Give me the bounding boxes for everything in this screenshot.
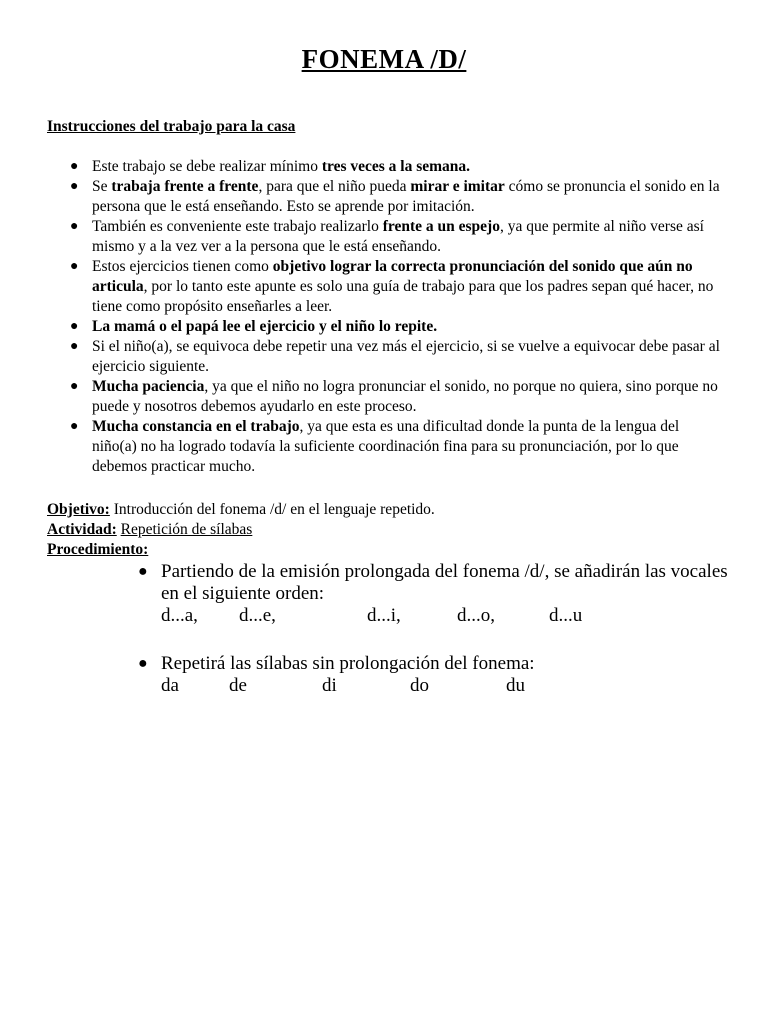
- text-run: Este trabajo se debe realizar mínimo: [92, 158, 322, 175]
- step-text: Repetirá las sílabas sin prolongación del fonema:: [161, 653, 535, 674]
- instruction-item: [70, 417, 720, 477]
- syllable: da: [161, 675, 179, 696]
- instruction-text: [92, 318, 437, 335]
- bold-run: mirar e imitar: [410, 178, 505, 195]
- bullet-icon: ●: [70, 379, 79, 394]
- text-run: , ya que esta es una dificultad donde la punta de la lengua del niño(a) no ha logrado todavía la suficiente coordinación fina para su pronunciación, por lo que debemos practicar mucho.: [92, 418, 680, 475]
- instruction-text: [92, 338, 720, 375]
- actividad-label: Actividad:: [47, 521, 117, 538]
- syllable: d...e,: [239, 605, 276, 626]
- procedure-step: [138, 653, 738, 697]
- instruction-text: [92, 218, 704, 255]
- procedure-step-item: [138, 561, 738, 627]
- procedure-step-item: [138, 653, 738, 697]
- objetivo-label: Objetivo:: [47, 501, 110, 518]
- bold-run: Mucha constancia en el trabajo: [92, 418, 300, 435]
- bullet-icon: ●: [70, 319, 79, 334]
- syllable: d...a,: [161, 605, 198, 626]
- text-run: Estos ejercicios tienen como: [92, 258, 273, 275]
- bullet-icon: ●: [70, 259, 79, 274]
- instruction-item: [70, 257, 720, 317]
- text-run: , por lo tanto este apunte es solo una guía de trabajo para que los padres sepan qué hacer, no tiene como propósito enseñarles a leer.: [92, 278, 714, 315]
- procedimiento-line: [47, 540, 727, 560]
- text-run: cómo se pronuncia el sonido en la persona que le está enseñando. Esto se aprende por imitación.: [92, 178, 720, 215]
- bold-run: frente a un espejo: [382, 218, 500, 235]
- syllable: di: [322, 675, 337, 696]
- instruction-item: [70, 177, 720, 217]
- syllable: d...o,: [457, 605, 495, 626]
- bullet-icon: ●: [70, 419, 79, 434]
- bold-run: La mamá o el papá lee el ejercicio y el niño lo repite.: [92, 318, 438, 335]
- text-run: , para que el niño pueda: [258, 178, 411, 195]
- syllable-row: [161, 675, 738, 697]
- text-run: Si el niño(a), se equivoca debe repetir una vez más el ejercicio, si se vuelve a equivocar debe pasar al ejercicio siguiente.: [92, 338, 720, 375]
- bold-run: Mucha paciencia: [92, 378, 205, 395]
- procedimiento-label: Procedimiento:: [47, 541, 149, 558]
- syllable: de: [229, 675, 247, 696]
- syllable-row: [161, 605, 738, 627]
- instruction-text: [92, 258, 713, 315]
- actividad-text: Repetición de sílabas: [120, 521, 253, 538]
- bold-run: objetivo lograr la correcta pronunciación del sonido que aún no articula: [92, 258, 693, 295]
- step-text: Partiendo de la emisión prolongada del fonema /d/, se añadirán las vocales en el siguiente orden:: [161, 561, 728, 604]
- instructions-list: [70, 157, 720, 477]
- syllable: d...u: [549, 605, 583, 626]
- bullet-icon: ●: [138, 655, 148, 672]
- syllable: du: [506, 675, 525, 696]
- instructions-heading: Instrucciones del trabajo para la casa: [47, 118, 296, 135]
- page-title: FONEMA /D/: [301, 44, 467, 74]
- instruction-text: [92, 178, 720, 215]
- bold-run: trabaja frente a frente: [111, 178, 259, 195]
- objetivo-text: Introducción del fonema /d/ en el lenguaje repetido.: [109, 501, 435, 518]
- bullet-icon: ●: [70, 159, 79, 174]
- instruction-item: [70, 157, 720, 177]
- syllable: do: [410, 675, 429, 696]
- instruction-item: [70, 317, 720, 337]
- text-run: , ya que el niño no logra pronunciar el sonido, no porque no quiera, sino porque no puede y nosotros debemos ayudarlo en este proceso.: [92, 378, 718, 415]
- instruction-item: [70, 217, 720, 257]
- instruction-text: [92, 418, 679, 475]
- syllable: d...i,: [367, 605, 401, 626]
- bullet-icon: ●: [70, 219, 79, 234]
- instruction-text: [92, 158, 470, 175]
- bullet-icon: ●: [138, 563, 148, 580]
- procedure-step: [138, 561, 738, 627]
- instruction-item: [70, 337, 720, 377]
- bullet-icon: ●: [70, 179, 79, 194]
- instruction-item: [70, 377, 720, 417]
- text-run: Se: [92, 178, 112, 195]
- bold-run: tres veces a la semana.: [321, 158, 471, 175]
- text-run: También es conveniente este trabajo realizarlo: [92, 218, 383, 235]
- instruction-text: [92, 378, 718, 415]
- text-run: , ya que permite al niño verse así mismo y a la vez ver a la persona que le está enseñando.: [92, 218, 704, 255]
- actividad-line: [47, 520, 727, 540]
- bullet-icon: ●: [70, 339, 79, 354]
- objetivo-line: [47, 500, 727, 520]
